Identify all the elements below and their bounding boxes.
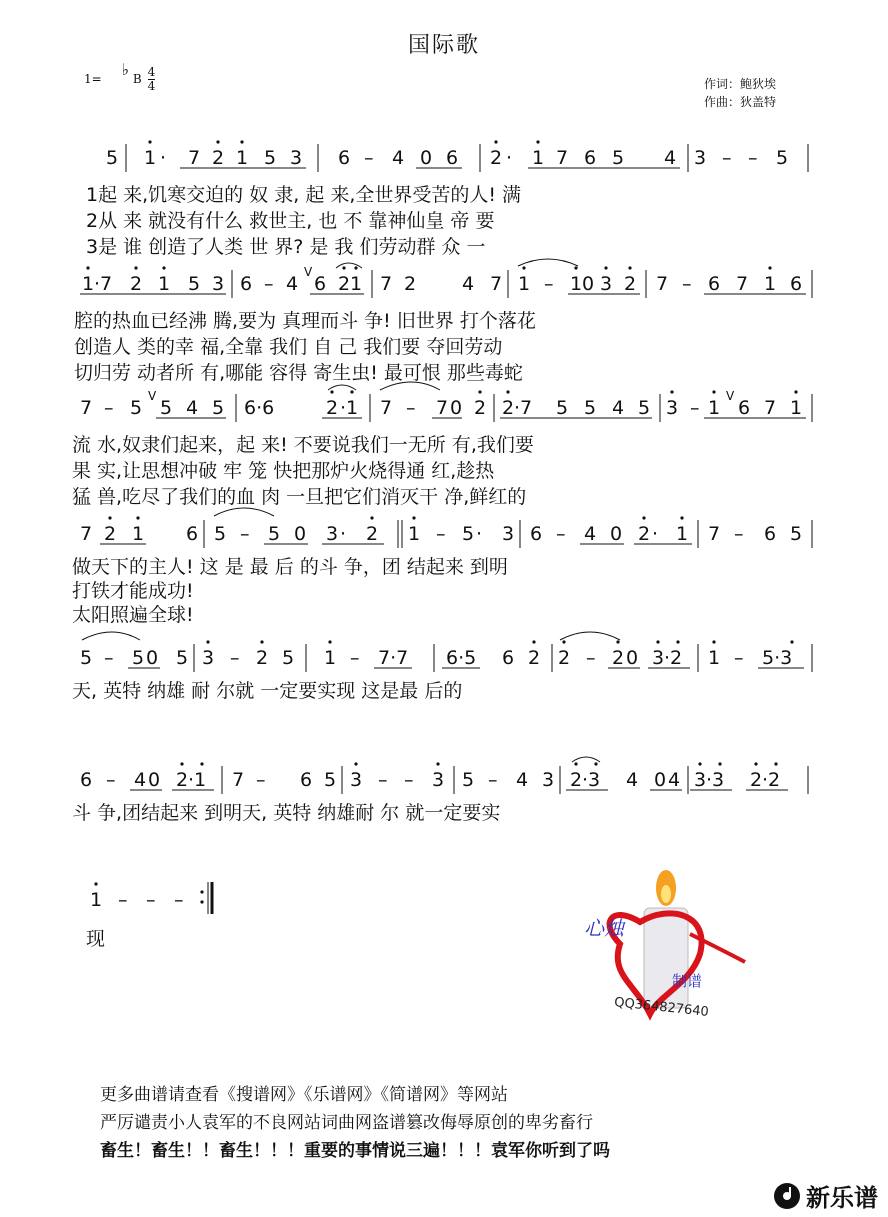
- brand-name: 新乐谱: [806, 1184, 878, 1212]
- svg-text:–: –: [104, 397, 114, 419]
- svg-text:6: 6: [530, 523, 543, 545]
- svg-text:6·6: 6·6: [244, 397, 275, 419]
- candle-watermark: [580, 864, 750, 1024]
- svg-text:1: 1: [570, 273, 583, 295]
- svg-text:2: 2: [366, 523, 379, 545]
- svg-text:4: 4: [584, 523, 597, 545]
- svg-text:–: –: [748, 147, 758, 169]
- svg-text:–: –: [146, 889, 156, 911]
- svg-text:2: 2: [750, 769, 763, 791]
- svg-text:2: 2: [638, 523, 651, 545]
- lyric-line-7-1: 现: [86, 928, 106, 950]
- svg-text:–: –: [174, 889, 184, 911]
- svg-text:6: 6: [186, 523, 199, 545]
- svg-text:5: 5: [556, 397, 569, 419]
- svg-text:5: 5: [324, 769, 337, 791]
- svg-text:4: 4: [134, 769, 147, 791]
- svg-text:7: 7: [556, 147, 569, 169]
- svg-text:0: 0: [610, 523, 623, 545]
- svg-text:7: 7: [232, 769, 245, 791]
- svg-text:5: 5: [282, 647, 295, 669]
- svg-text:0: 0: [450, 397, 463, 419]
- lyric-line-2-3: 切归劳 动者所 有,哪能 容得 寄生虫! 最可恨 那些毒蛇: [74, 362, 523, 384]
- svg-text:7·7: 7·7: [378, 647, 409, 669]
- svg-text:5: 5: [462, 769, 475, 791]
- svg-text:5: 5: [106, 147, 119, 169]
- svg-text:–: –: [734, 647, 744, 669]
- svg-text:5: 5: [176, 647, 189, 669]
- svg-text:4: 4: [186, 397, 199, 419]
- flat-sign: ♭: [121, 60, 130, 79]
- svg-text:4: 4: [664, 147, 677, 169]
- svg-text:1: 1: [158, 273, 171, 295]
- svg-text:3: 3: [694, 769, 707, 791]
- svg-text:1: 1: [676, 523, 689, 545]
- svg-text:0: 0: [582, 273, 595, 295]
- svg-text:6: 6: [446, 147, 459, 169]
- svg-text:3: 3: [542, 769, 555, 791]
- svg-text:2: 2: [212, 147, 225, 169]
- svg-text:1: 1: [708, 647, 721, 669]
- svg-text:6·5: 6·5: [446, 647, 477, 669]
- notation-line-2: [0, 256, 888, 304]
- svg-text:–: –: [556, 523, 566, 545]
- notation-line-4: [0, 506, 888, 554]
- notation-line-5: [0, 630, 888, 678]
- svg-text:–: –: [734, 523, 744, 545]
- svg-text:3: 3: [432, 769, 445, 791]
- svg-text:·7: ·7: [514, 397, 533, 419]
- svg-text:4: 4: [392, 147, 405, 169]
- svg-text:–: –: [364, 147, 374, 169]
- svg-text:3: 3: [600, 273, 613, 295]
- svg-text:–: –: [682, 273, 692, 295]
- svg-text:6: 6: [584, 147, 597, 169]
- composer: 作曲：狄盖特: [704, 95, 777, 109]
- svg-text:2: 2: [558, 647, 571, 669]
- svg-text:–: –: [350, 647, 360, 669]
- svg-text:6: 6: [80, 769, 93, 791]
- svg-text:7: 7: [656, 273, 669, 295]
- svg-text:2: 2: [570, 769, 583, 791]
- svg-text:1: 1: [764, 273, 777, 295]
- svg-text:–: –: [586, 647, 596, 669]
- svg-text:–: –: [106, 769, 116, 791]
- svg-text:0: 0: [654, 769, 667, 791]
- svg-text:5·3: 5·3: [762, 647, 793, 669]
- svg-text:4: 4: [626, 769, 639, 791]
- svg-text:–: –: [406, 397, 416, 419]
- svg-text:7: 7: [490, 273, 503, 295]
- svg-text:–: –: [264, 273, 274, 295]
- svg-text:·1: ·1: [340, 397, 359, 419]
- svg-text:6: 6: [790, 273, 803, 295]
- svg-text:–: –: [256, 769, 266, 791]
- svg-text:V: V: [726, 389, 735, 403]
- svg-text:2: 2: [130, 273, 143, 295]
- svg-text:3: 3: [326, 523, 339, 545]
- svg-text:5: 5: [188, 273, 201, 295]
- svg-text:5: 5: [160, 397, 173, 419]
- svg-text:2: 2: [612, 647, 625, 669]
- lyric-line-4-3: 太阳照遍全球!: [72, 604, 194, 626]
- svg-text:2: 2: [528, 647, 541, 669]
- svg-text:–: –: [544, 273, 554, 295]
- svg-text:–: –: [436, 523, 446, 545]
- svg-text:·3: ·3: [706, 769, 725, 791]
- key-note: B: [132, 72, 142, 86]
- lyric-line-5-1: 天, 英特 纳雄 耐 尔就 一定要实现 这是最 后的: [72, 680, 463, 702]
- svg-text:0: 0: [148, 769, 161, 791]
- time-signature: [148, 66, 156, 93]
- svg-text:–: –: [404, 769, 414, 791]
- lyric-line-3-2: 果 实,让思想冲破 牢 笼 快把那炉火烧得通 红,趁热: [72, 460, 495, 482]
- lyric-line-1-2: 2从 来 就没有什么 救世主, 也 不 靠神仙皇 帝 要: [86, 210, 495, 232]
- svg-text:3: 3: [502, 523, 515, 545]
- svg-text:7: 7: [708, 523, 721, 545]
- svg-text:·: ·: [160, 147, 167, 169]
- notation-line-7: [0, 872, 260, 920]
- svg-text:2: 2: [502, 397, 515, 419]
- lyric-line-4-2: 打铁才能成功!: [72, 580, 194, 602]
- key-signature: [84, 60, 156, 93]
- svg-text:·3: ·3: [582, 769, 601, 791]
- svg-text:2: 2: [474, 397, 487, 419]
- svg-text:4: 4: [516, 769, 529, 791]
- svg-text:·: ·: [506, 147, 513, 169]
- notation-line-1: [0, 130, 888, 178]
- svg-text:5: 5: [776, 147, 789, 169]
- time-bottom: 4: [147, 79, 156, 93]
- watermark-mid-text: 制谱: [672, 972, 703, 990]
- svg-text:3: 3: [666, 397, 679, 419]
- svg-text:2: 2: [256, 647, 269, 669]
- svg-text:5: 5: [268, 523, 281, 545]
- svg-text:1: 1: [132, 523, 145, 545]
- svg-text:7: 7: [380, 273, 393, 295]
- lyric-line-1-3: 3是 谁 创造了人类 世 界? 是 我 们劳动群 众 一: [86, 236, 486, 258]
- svg-text:–: –: [690, 397, 700, 419]
- svg-text:7: 7: [80, 523, 93, 545]
- svg-text:5: 5: [638, 397, 651, 419]
- svg-text:6: 6: [338, 147, 351, 169]
- svg-text:5: 5: [462, 523, 475, 545]
- lyric-line-6-1: 斗 争,团结起来 到明天, 英特 纳雄耐 尔 就一定要实: [72, 802, 501, 824]
- svg-text:–: –: [378, 769, 388, 791]
- svg-text:1: 1: [350, 273, 363, 295]
- svg-text:6: 6: [314, 273, 327, 295]
- svg-text:0: 0: [626, 647, 639, 669]
- lyric-line-2-2: 创造人 类的幸 福,全靠 我们 自 己 我们要 夺回劳动: [74, 336, 503, 358]
- svg-text:–: –: [230, 647, 240, 669]
- svg-text:6: 6: [708, 273, 721, 295]
- svg-text:7: 7: [380, 397, 393, 419]
- notation-line-6: [0, 752, 888, 800]
- svg-text:1: 1: [532, 147, 545, 169]
- svg-text:1: 1: [144, 147, 157, 169]
- svg-text:1: 1: [82, 273, 95, 295]
- svg-text:·1: ·1: [188, 769, 207, 791]
- notation-line-3: [0, 380, 888, 428]
- lyric-line-1-1: 1起 来,饥寒交迫的 奴 隶, 起 来,全世界受苦的人! 满: [86, 184, 522, 206]
- watermark-top-text: 心烛: [584, 916, 624, 940]
- svg-text:0: 0: [420, 147, 433, 169]
- svg-text:1: 1: [324, 647, 337, 669]
- svg-text:5: 5: [612, 147, 625, 169]
- svg-text:–: –: [104, 647, 114, 669]
- footer-line-2: 严厉谴责小人袁军的不良网站词曲网盗谱篡改侮辱原创的卑劣畜行: [100, 1113, 593, 1133]
- svg-text:4: 4: [286, 273, 299, 295]
- svg-text:3: 3: [652, 647, 665, 669]
- svg-text:1: 1: [518, 273, 531, 295]
- svg-text:1: 1: [408, 523, 421, 545]
- svg-text:5: 5: [80, 647, 93, 669]
- svg-text:V: V: [148, 389, 157, 403]
- svg-text:5: 5: [212, 397, 225, 419]
- svg-text:·2: ·2: [762, 769, 781, 791]
- footer-line-3: 畜生！畜生！！畜生！！！重要的事情说三遍！！！袁军你听到了吗: [100, 1141, 610, 1161]
- svg-text:·2: ·2: [664, 647, 683, 669]
- svg-text:4: 4: [612, 397, 625, 419]
- svg-text:3: 3: [202, 647, 215, 669]
- svg-text:6: 6: [764, 523, 777, 545]
- lyric-line-2-1: 腔的热血已经沸 腾,要为 真理而斗 争! 旧世界 打个落花: [74, 310, 536, 332]
- time-top: 4: [147, 65, 156, 79]
- svg-text:6: 6: [300, 769, 313, 791]
- watermark-qq: QQ364827640: [613, 995, 710, 1020]
- svg-text:2: 2: [624, 273, 637, 295]
- svg-text:V: V: [304, 265, 313, 279]
- svg-text:2: 2: [490, 147, 503, 169]
- footer-line-1: 更多曲谱请查看《搜谱网》《乐谱网》《简谱网》等网站: [100, 1085, 508, 1105]
- lyric-line-3-3: 猛 兽,吃尽了我们的血 肉 一旦把它们消灭干 净,鲜红的: [72, 486, 527, 508]
- svg-text:3: 3: [350, 769, 363, 791]
- svg-text:–: –: [240, 523, 250, 545]
- svg-text:–: –: [722, 147, 732, 169]
- lyric-line-3-1: 流 水,奴隶们起来，起 来! 不要说我们一无所 有,我们要: [72, 434, 534, 456]
- music-disc-icon: [772, 1181, 802, 1211]
- lyricist: 作词：鲍狄埃: [704, 77, 777, 91]
- svg-text:7: 7: [764, 397, 777, 419]
- svg-text:5: 5: [264, 147, 277, 169]
- svg-text:2: 2: [176, 769, 189, 791]
- svg-text:·: ·: [652, 523, 659, 545]
- svg-text:–: –: [118, 889, 128, 911]
- brand-logo[interactable]: [772, 1178, 878, 1213]
- score-title: 国际歌: [407, 33, 480, 58]
- svg-text:5: 5: [584, 397, 597, 419]
- svg-text:3: 3: [290, 147, 303, 169]
- svg-text:1: 1: [90, 889, 103, 911]
- svg-text:7: 7: [436, 397, 449, 419]
- svg-text:3: 3: [212, 273, 225, 295]
- svg-text:2: 2: [104, 523, 117, 545]
- lyric-line-4-1: 做天下的主人! 这 是 最 后 的斗 争，团 结起来 到明: [72, 556, 508, 578]
- svg-text:7: 7: [188, 147, 201, 169]
- svg-text:5: 5: [130, 397, 143, 419]
- svg-text:0: 0: [294, 523, 307, 545]
- svg-text:1: 1: [236, 147, 249, 169]
- svg-text:6: 6: [738, 397, 751, 419]
- svg-text:2: 2: [326, 397, 339, 419]
- svg-text:4: 4: [668, 769, 681, 791]
- svg-text:–: –: [488, 769, 498, 791]
- svg-text:6: 6: [240, 273, 253, 295]
- svg-text:·: ·: [476, 523, 483, 545]
- svg-text:0: 0: [146, 647, 159, 669]
- svg-text:3: 3: [694, 147, 707, 169]
- svg-text:7: 7: [80, 397, 93, 419]
- svg-text:4: 4: [462, 273, 475, 295]
- key-prefix: 1=: [84, 72, 102, 86]
- svg-text:2: 2: [404, 273, 417, 295]
- svg-text:7: 7: [736, 273, 749, 295]
- svg-text:1: 1: [790, 397, 803, 419]
- svg-text:5: 5: [790, 523, 803, 545]
- svg-text:5: 5: [132, 647, 145, 669]
- svg-text:·: ·: [340, 523, 347, 545]
- svg-text:·7: ·7: [94, 273, 113, 295]
- svg-text:5: 5: [214, 523, 227, 545]
- svg-text:1: 1: [708, 397, 721, 419]
- svg-text:6: 6: [502, 647, 515, 669]
- svg-text:2: 2: [338, 273, 351, 295]
